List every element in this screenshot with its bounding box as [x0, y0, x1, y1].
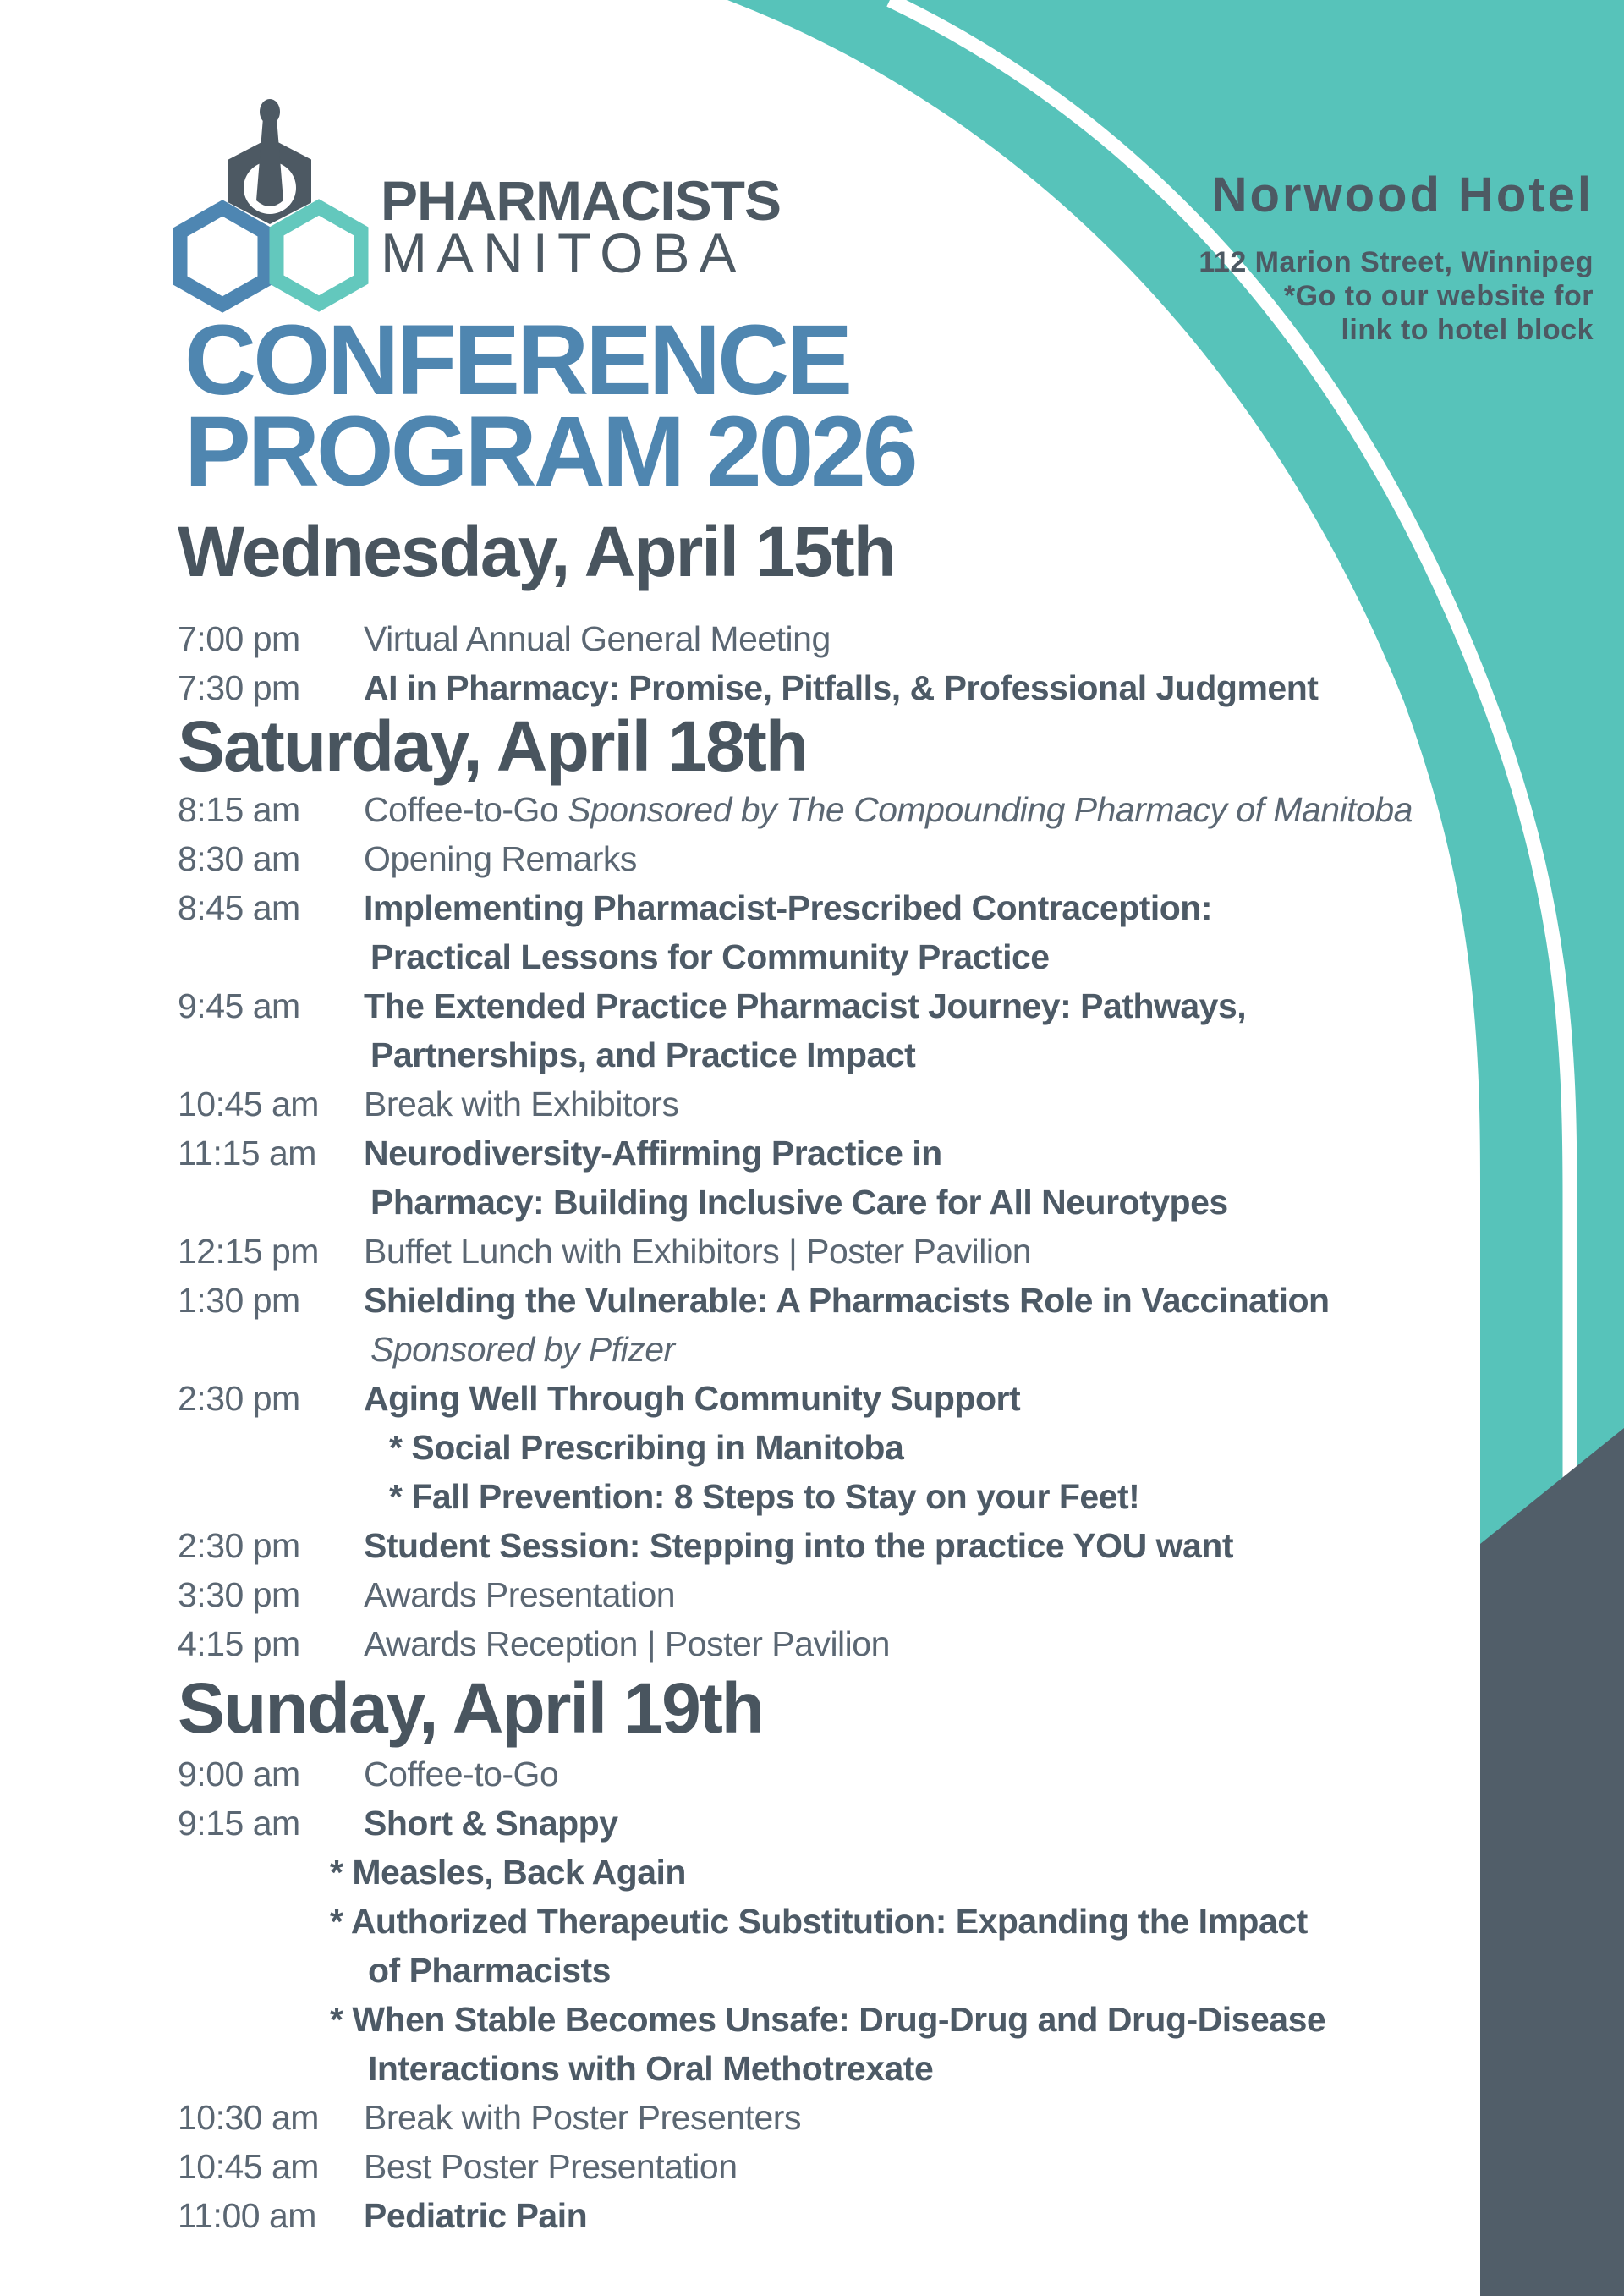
blue-hexagon-icon	[180, 208, 265, 305]
session-description	[364, 2093, 1514, 2142]
session-title: Pediatric Pain	[364, 2196, 588, 2235]
schedule-row	[178, 1799, 1514, 2093]
page-title	[184, 305, 915, 508]
session-title: Opening Remarks	[364, 839, 637, 878]
session-title: Student Session: Stepping into the practice YOU want	[364, 1526, 1233, 1565]
session-title-continuation: Practical Lessons for Community Practice	[370, 937, 1050, 976]
session-description	[364, 1129, 1514, 1227]
hotel-name: Norwood Hotel	[1211, 168, 1594, 222]
brand-name-line2: MANITOBA	[381, 222, 746, 284]
session-title: Shielding the Vulnerable: A Pharmacists Role in Vaccination	[364, 1281, 1330, 1320]
day-section	[178, 514, 1514, 712]
schedule-row	[178, 2191, 1514, 2240]
hotel-note-line1: *Go to our website for	[1283, 280, 1594, 312]
session-description	[364, 2191, 1514, 2240]
session-time: 9:45 am	[178, 986, 300, 1025]
session-description	[364, 1079, 1514, 1129]
session-description	[364, 1374, 1514, 1521]
session-description	[364, 1227, 1514, 1276]
session-title: Break with Poster Presenters	[364, 2098, 801, 2137]
session-bullet: * Fall Prevention: 8 Steps to Stay on your Feet!	[389, 1477, 1140, 1516]
session-title: Awards Reception | Poster Pavilion	[364, 1624, 890, 1663]
session-title: Best Poster Presentation	[364, 2147, 738, 2186]
session-time: 12:15 pm	[178, 1232, 319, 1271]
session-sponsor-inline: Sponsored by The Compounding Pharmacy of Manitoba	[568, 790, 1413, 829]
session-title: Implementing Pharmacist-Prescribed Contraception:	[364, 888, 1213, 927]
session-title: AI in Pharmacy: Promise, Pitfalls, & Professional Judgment	[364, 668, 1319, 707]
session-bullet: * Authorized Therapeutic Substitution: Expanding the Impact	[330, 1902, 1308, 1941]
schedule-row	[178, 1227, 1514, 1276]
session-title: Short & Snappy	[364, 1804, 618, 1843]
schedule-row	[178, 2142, 1514, 2191]
session-bullet: * Measles, Back Again	[330, 1853, 686, 1892]
session-time: 10:45 am	[178, 1085, 319, 1123]
page-title-line1: CONFERENCE	[184, 305, 850, 416]
brand-name-line1: PHARMACISTS	[381, 169, 782, 232]
session-description	[364, 2142, 1514, 2191]
session-time: 7:00 pm	[178, 619, 300, 658]
schedule-row	[178, 2093, 1514, 2142]
session-description	[364, 1619, 1514, 1668]
session-title: Neurodiversity-Affirming Practice in	[364, 1134, 942, 1173]
session-title: Buffet Lunch with Exhibitors | Poster Pavilion	[364, 1232, 1032, 1271]
session-description	[364, 1570, 1514, 1619]
teal-hexagon-icon	[277, 207, 361, 304]
schedule-row	[178, 1619, 1514, 1668]
schedule-row	[178, 1374, 1514, 1521]
session-title: The Extended Practice Pharmacist Journey: Pathways,	[364, 986, 1247, 1025]
session-description	[364, 614, 1514, 663]
hotel-note-line2: link to hotel block	[1341, 314, 1594, 346]
session-time: 8:15 am	[178, 790, 300, 829]
mortar-pestle-hexagon-icon	[228, 99, 311, 224]
schedule-row	[178, 981, 1514, 1079]
session-description	[364, 883, 1514, 981]
day-heading: Saturday, April 18th	[178, 706, 808, 786]
schedule-row	[178, 1129, 1514, 1227]
schedule-row	[178, 614, 1514, 663]
session-description	[364, 1749, 1514, 1799]
session-title-continuation: Partnerships, and Practice Impact	[370, 1035, 916, 1074]
session-description	[364, 1276, 1514, 1374]
session-time: 10:30 am	[178, 2098, 319, 2137]
session-sponsor-line: Sponsored by Pfizer	[370, 1330, 675, 1369]
session-time: 8:45 am	[178, 888, 300, 927]
session-description	[330, 1799, 1514, 2093]
session-title: Virtual Annual General Meeting	[364, 619, 831, 658]
hotel-address: 112 Marion Street, Winnipeg	[1199, 246, 1594, 278]
session-time: 8:30 am	[178, 839, 300, 878]
schedule-row	[178, 883, 1514, 981]
schedule-row	[178, 1749, 1514, 1799]
schedule-row	[178, 1521, 1514, 1570]
schedule-row	[178, 834, 1514, 883]
session-description	[364, 981, 1514, 1079]
session-time: 7:30 pm	[178, 668, 300, 707]
page-title-line2: PROGRAM 2026	[184, 396, 915, 508]
session-time: 9:15 am	[178, 1804, 300, 1843]
session-time: 11:00 am	[178, 2196, 316, 2235]
day-heading: Wednesday, April 15th	[178, 512, 895, 591]
session-bullet: * When Stable Becomes Unsafe: Drug-Drug and Drug-Disease	[330, 2000, 1326, 2039]
schedule-row	[178, 785, 1514, 834]
session-title: Aging Well Through Community Support	[364, 1379, 1021, 1418]
session-time: 2:30 pm	[178, 1526, 300, 1565]
session-time: 1:30 pm	[178, 1281, 300, 1320]
session-description	[364, 785, 1514, 834]
session-title-continuation: Interactions with Oral Methotrexate	[368, 2049, 934, 2088]
session-title: Coffee-to-Go	[364, 1755, 559, 1793]
day-section	[178, 1668, 1514, 2240]
session-description	[364, 663, 1514, 712]
session-time: 10:45 am	[178, 2147, 319, 2186]
session-description	[364, 834, 1514, 883]
session-title: Break with Exhibitors	[364, 1085, 679, 1123]
session-title-continuation: of Pharmacists	[368, 1951, 611, 1990]
hotel-info-block	[1199, 169, 1594, 347]
session-title: Awards Presentation	[364, 1575, 676, 1614]
session-title-continuation: Pharmacy: Building Inclusive Care for All Neurotypes	[370, 1183, 1228, 1222]
session-time: 2:30 pm	[178, 1379, 300, 1418]
schedule-row	[178, 1079, 1514, 1129]
day-section	[178, 706, 1514, 1668]
session-title: Coffee-to-Go	[364, 790, 568, 829]
session-time: 4:15 pm	[178, 1624, 300, 1663]
session-time: 9:00 am	[178, 1755, 300, 1793]
session-time: 3:30 pm	[178, 1575, 300, 1614]
session-time: 11:15 am	[178, 1134, 316, 1173]
schedule-row	[178, 663, 1514, 712]
day-heading: Sunday, April 19th	[178, 1668, 764, 1748]
schedule-row	[178, 1276, 1514, 1374]
schedule-row	[178, 1570, 1514, 1619]
session-description	[364, 1521, 1514, 1570]
session-bullet: * Social Prescribing in Manitoba	[389, 1428, 904, 1467]
